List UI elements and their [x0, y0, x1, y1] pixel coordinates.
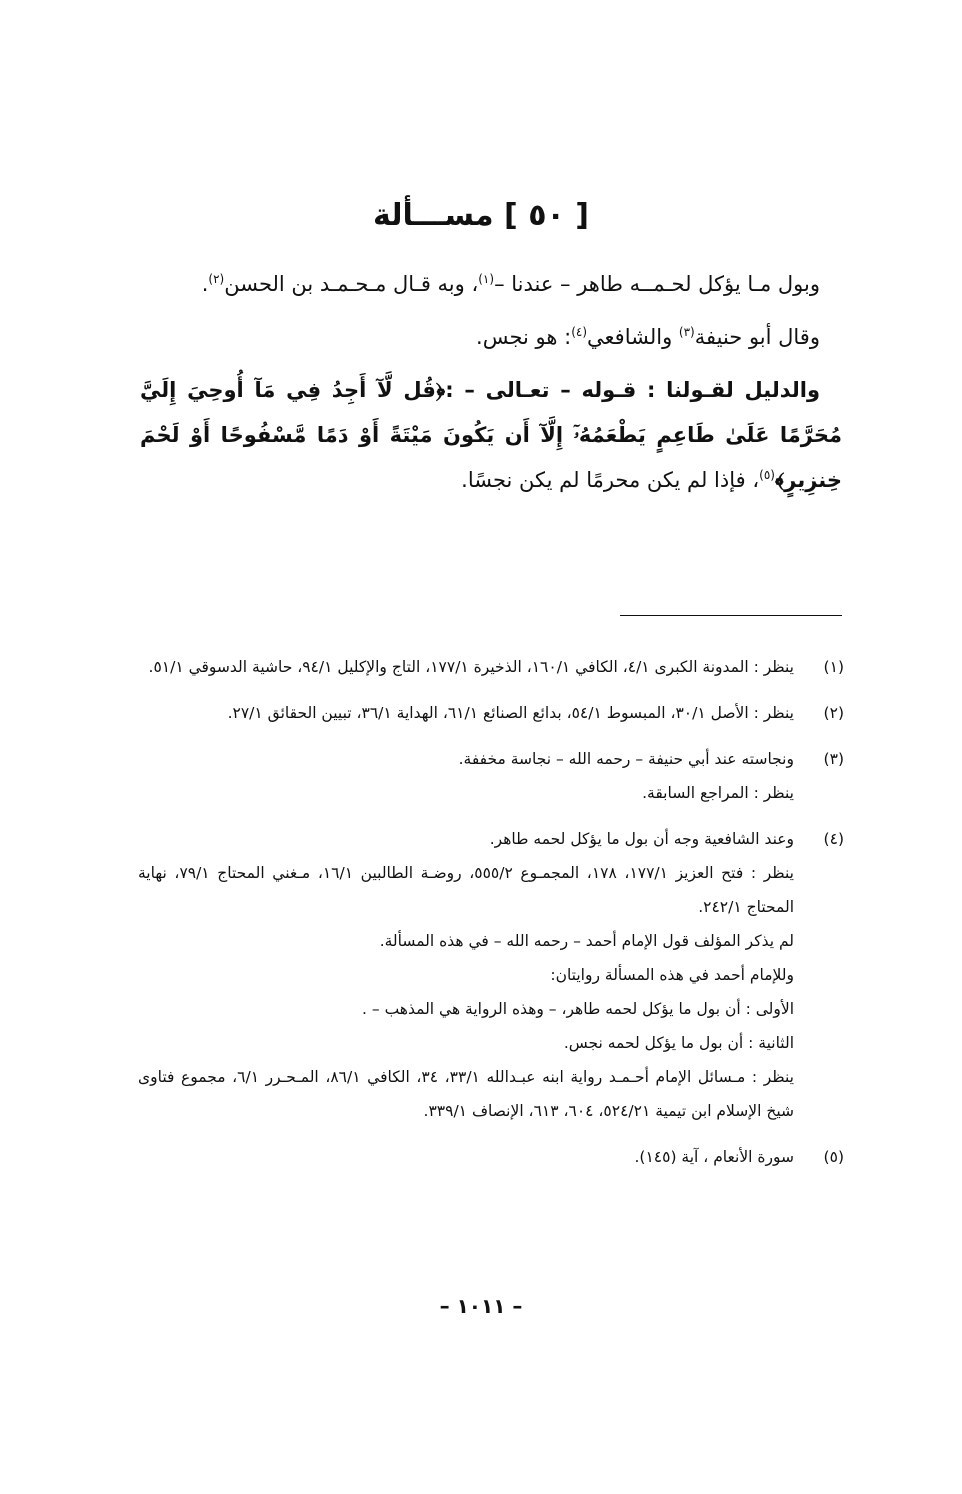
quran-verse: ﴿قُل لَّآ أَجِدُ فِي مَآ أُوحِيَ إِلَيَّ مُحَرَّمًا عَلَىٰ طَاعِمٍ يَطْعَمُهُۥٓ إِلَّآ أَن يَكُونَ مَيْتَةً أَوْ دَمًا مَّسْفُوحًا أَوْ لَحْمَ خِنزِيرٍ﴾ [140, 378, 842, 492]
footnote-line: الأولى : أن بول ما يؤكل لحمه طاهر، – وهذه الرواية هي المذهب – . [362, 1000, 794, 1018]
footnote-ref-5: (٥) [759, 468, 775, 482]
footnote-line: وعند الشافعية وجه أن بول ما يؤكل لحمه طاهر. [489, 830, 794, 848]
section-heading: [ ٥٠ ] مســـألة [373, 198, 589, 233]
footnote-line: ينظر : المراجع السابقة. [642, 784, 794, 802]
page-number: – ١٠١١ – [439, 1294, 523, 1318]
footnote-number: (٥) [823, 1148, 844, 1166]
footnote-separator [620, 615, 842, 616]
footnote-line: ينظر : المدونة الكبرى ٤/١، الكافي ١٦٠/١، الذخيرة ١٧٧/١، التاج والإكليل ٩٤/١، حاشية الدسوقي ٥١/١. [148, 658, 794, 676]
footnote-5 [138, 1140, 844, 1174]
paragraph-1-end: . [201, 272, 209, 296]
footnote-body [138, 742, 794, 810]
paragraph-1 [140, 262, 842, 307]
footnote-line: ينظر : فتح العزيز ١٧٧/١، ١٧٨، المجمـوع ٥٥٥/٢، روضـة الطالبين ١٦/١، مـغني المحتاج ٧٩/١، نهاية المحتاج ٢٤٢/١. [138, 864, 794, 916]
footnote-line: وللإمام أحمد في هذه المسألة روايتان: [550, 966, 794, 984]
evidence-lead: والدليل لقـولنا : قـوله – تعـالى – : [445, 378, 820, 402]
paragraph-3 [140, 368, 842, 503]
paragraph-2 [140, 315, 842, 360]
footnote-ref-3: (٣) [678, 325, 695, 339]
footnote-4 [138, 822, 844, 1128]
footnote-body [138, 1140, 794, 1174]
paragraph-3-end: ، فإذا لم يكن محرمًا لم يكن نجسًا. [461, 468, 760, 492]
main-text [140, 262, 842, 511]
footnote-number: (١) [823, 658, 844, 676]
footnote-line: ينظر : الأصل ٣٠/١، المبسوط ٥٤/١، بدائع الصنائع ٦١/١، الهداية ٣٦/١، تبيين الحقائق ٢٧/١. [227, 704, 794, 722]
footnote-line: الثانية : أن بول ما يؤكل لحمه نجس. [563, 1034, 794, 1052]
footnote-number: (٤) [823, 830, 844, 848]
footnote-body [138, 822, 794, 1128]
footnote-3 [138, 742, 844, 810]
footnote-ref-1: (١) [478, 272, 495, 286]
footnote-line: سورة الأنعام ، آية (١٤٥). [634, 1148, 794, 1166]
footnote-number: (٣) [823, 750, 844, 768]
footnote-ref-2: (٢) [208, 272, 225, 286]
footnote-1 [138, 650, 844, 684]
footnote-line: ونجاسته عند أبي حنيفة – رحمه الله – نجاسة مخففة. [458, 750, 794, 768]
footnotes [138, 650, 844, 1186]
paragraph-1-mid: ، وبه قـال مـحـمـد بن الحسن [224, 272, 479, 296]
footnote-body [138, 696, 794, 730]
footnote-line: لم يذكر المؤلف قول الإمام أحمد – رحمه الله – في هذه المسألة. [379, 932, 794, 950]
paragraph-2-mid: والشافعي [587, 325, 679, 349]
footnote-line: ينظر : مـسائل الإمام أحـمـد رواية ابنه عبـدالله ٣٣/١، ٣٤، الكافي ٨٦/١، المـحـرر ٦/١، مجموع فتاوى شيخ الإسلام ابن تيمية ٥٢٤/٢١، ٦٠٤، ٦١٣، الإنصاف ٣٣٩/١. [138, 1068, 795, 1120]
footnote-body [138, 650, 794, 684]
footnote-ref-4: (٤) [571, 325, 588, 339]
paragraph-1-text: وبول مـا يؤكل لحـمــه طاهر – عندنا – [494, 272, 820, 296]
footnote-number: (٢) [823, 704, 844, 722]
paragraph-2-text: وقال أبو حنيفة [694, 325, 820, 349]
footnote-2 [138, 696, 844, 730]
paragraph-2-end: : هو نجس. [476, 325, 572, 349]
